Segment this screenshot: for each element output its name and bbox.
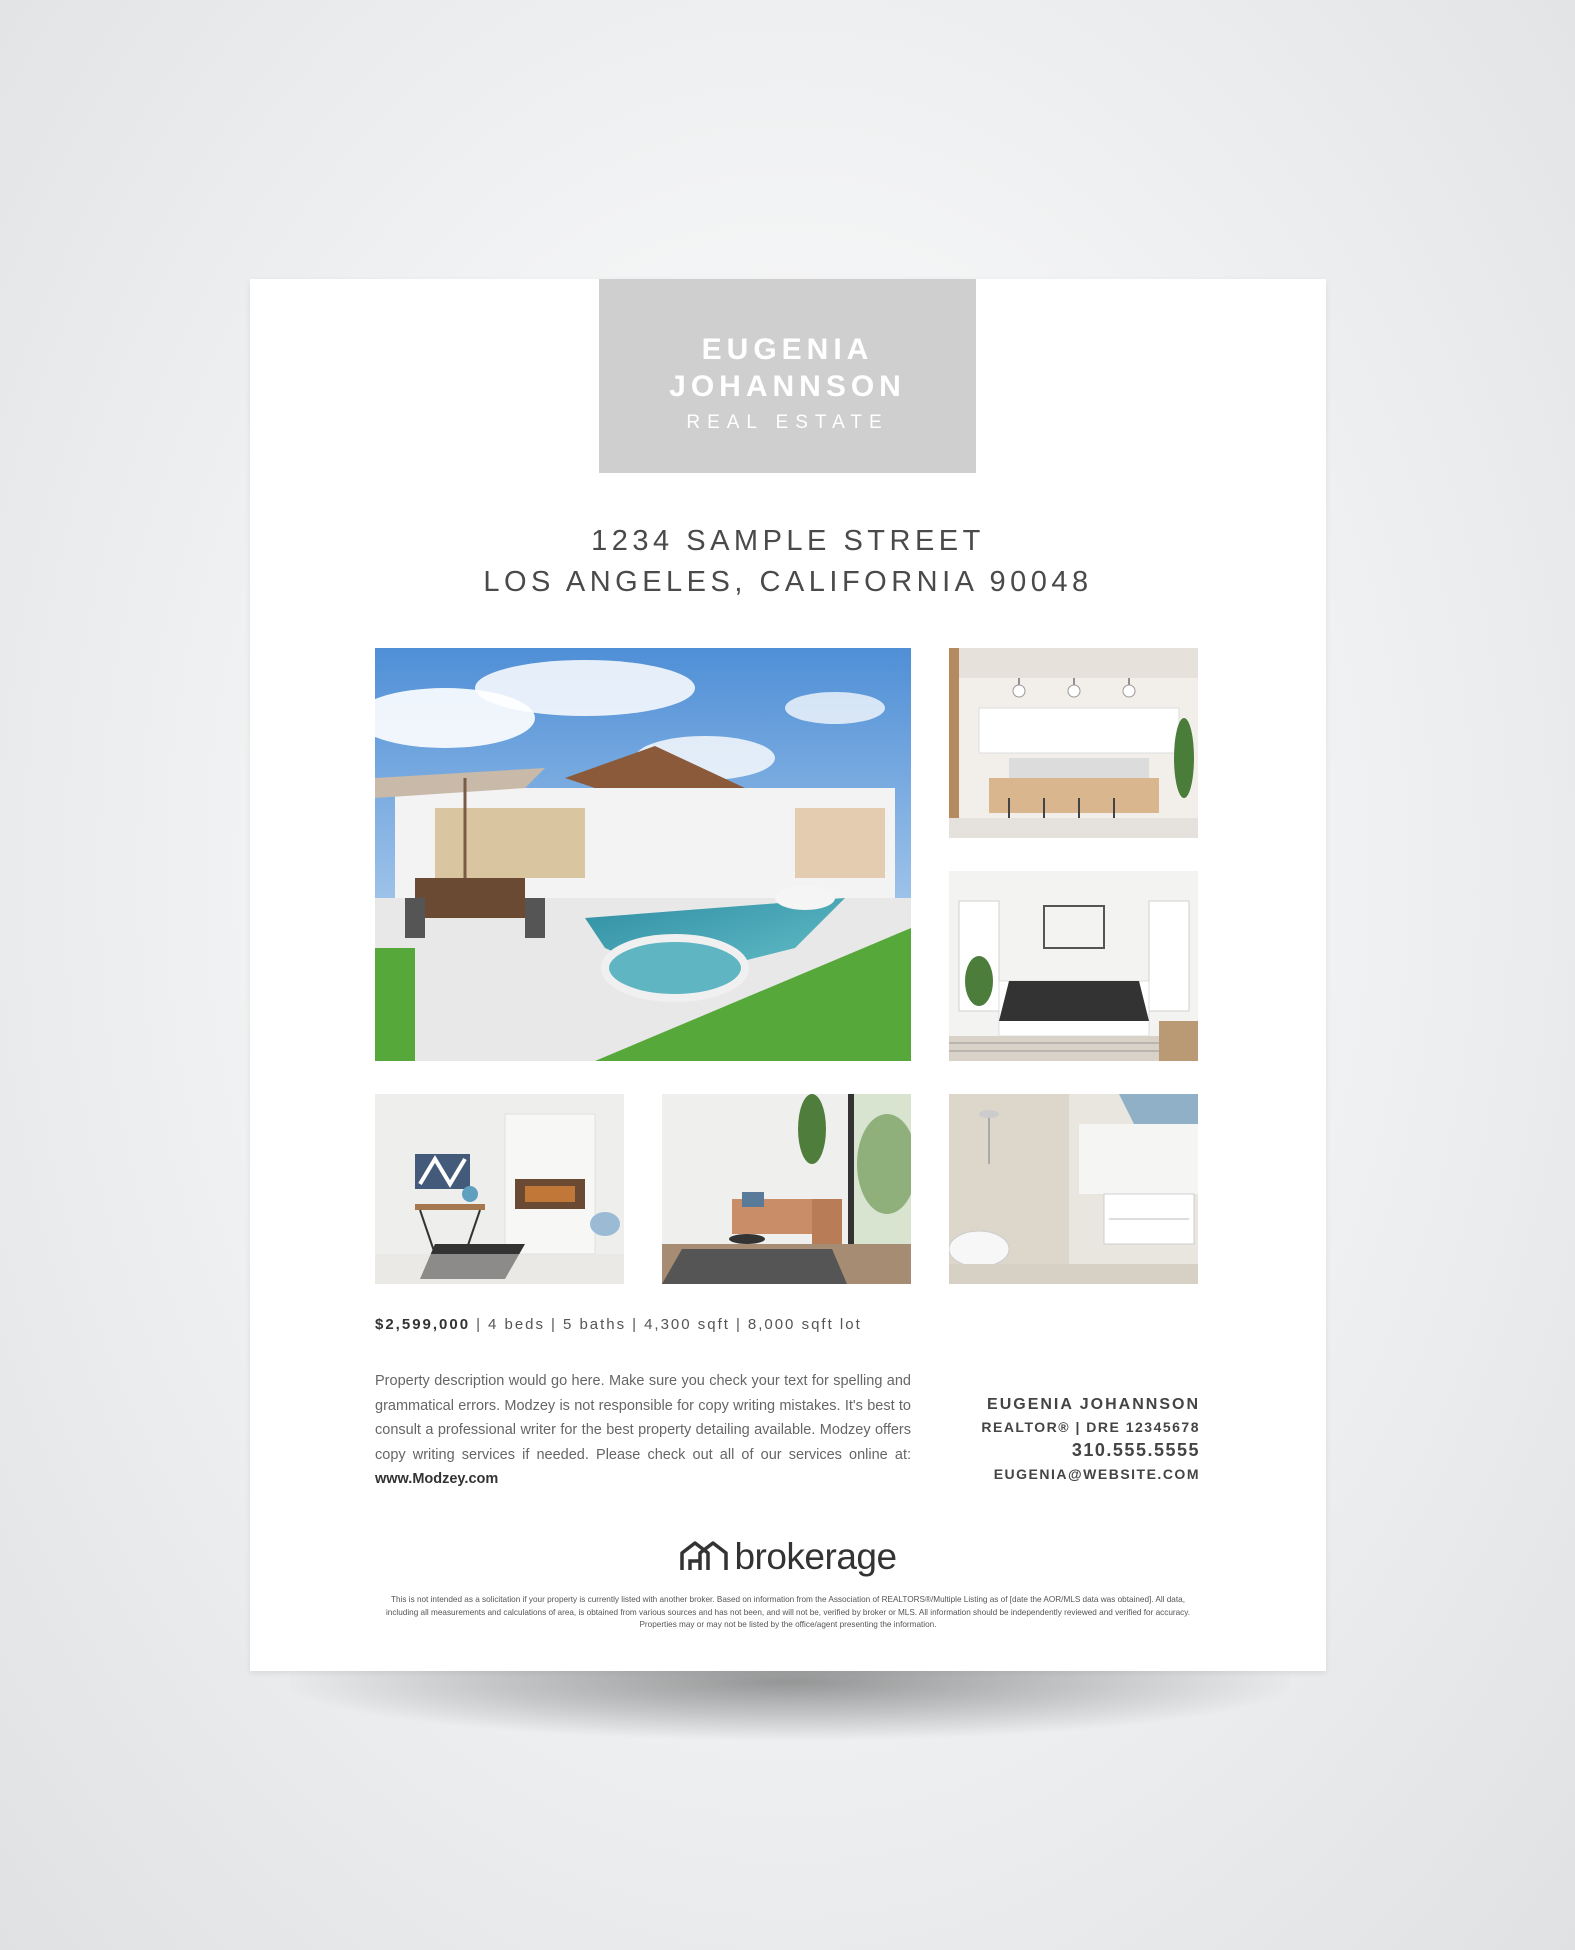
flyer-sheet <box>250 279 1326 1671</box>
agent-contact <box>981 1396 1200 1482</box>
logo-name <box>599 331 976 405</box>
pool-exterior-photo <box>375 648 911 1061</box>
sqft: 4,300 sqft <box>644 1316 730 1333</box>
baths: 5 baths <box>562 1316 627 1333</box>
bedroom-photo <box>949 871 1198 1061</box>
address-street: 1234 SAMPLE STREET <box>591 525 985 557</box>
property-description <box>375 1369 911 1492</box>
agent-license: REALTOR® | DRE 12345678 <box>981 1419 1200 1435</box>
brokerage-label: brokerage <box>734 1536 897 1577</box>
bathroom-photo <box>949 1094 1198 1284</box>
agent-name: EUGENIA JOHANNSON <box>987 1396 1200 1413</box>
facts-separator: | <box>735 1316 742 1333</box>
beds: 4 beds <box>487 1316 546 1333</box>
facts-separator: | <box>551 1316 557 1333</box>
living-room-photo <box>662 1094 911 1284</box>
agent-email[interactable]: EUGENIA@WEBSITE.COM <box>993 1466 1200 1482</box>
logo-name-line1: EUGENIA <box>701 333 874 366</box>
agent-phone[interactable]: 310.555.5555 <box>1071 1440 1200 1460</box>
facts-separator: | <box>632 1316 639 1333</box>
price: $2,599,000 <box>375 1316 471 1333</box>
logo-name-line2: JOHANNSON <box>669 370 906 403</box>
logo-subtitle: REAL ESTATE <box>686 412 889 433</box>
property-facts <box>375 1316 862 1333</box>
address-city: LOS ANGELES, CALIFORNIA 90048 <box>483 566 1093 598</box>
brokerage-logo <box>250 1536 1326 1581</box>
description-text: Property description would go here. Make sure you check your text for spelling and grammatical errors. Modzey is not responsible for copy writing mistakes. It's best to consult a professional writer for the best property detailing available. Modzey offers copy writing services if needed. Please check out all of our services online at: <box>375 1373 911 1463</box>
lot-size: 8,000 sqft lot <box>747 1316 862 1333</box>
kitchen-photo <box>949 648 1198 838</box>
agent-logo-box <box>599 279 976 473</box>
house-icon <box>679 1539 729 1581</box>
disclaimer: This is not intended as a solicitation if your property is currently listed with another broker. Based on information from the Association of REALTORS®/Multiple Listing as of [date the AOR/MLS data was obtained]. All data, including all measurements and calculations of area, is obtained from various sources and has not been, and will not be, verified by broker or MLS. All information should be independently reviewed and verified for accuracy. Properties may or may not be listed by the office/agent presenting the information. <box>385 1595 1191 1629</box>
website-link[interactable]: www.Modzey.com <box>375 1471 499 1488</box>
facts-separator: | <box>476 1316 482 1333</box>
dining-fireplace-photo <box>375 1094 624 1284</box>
